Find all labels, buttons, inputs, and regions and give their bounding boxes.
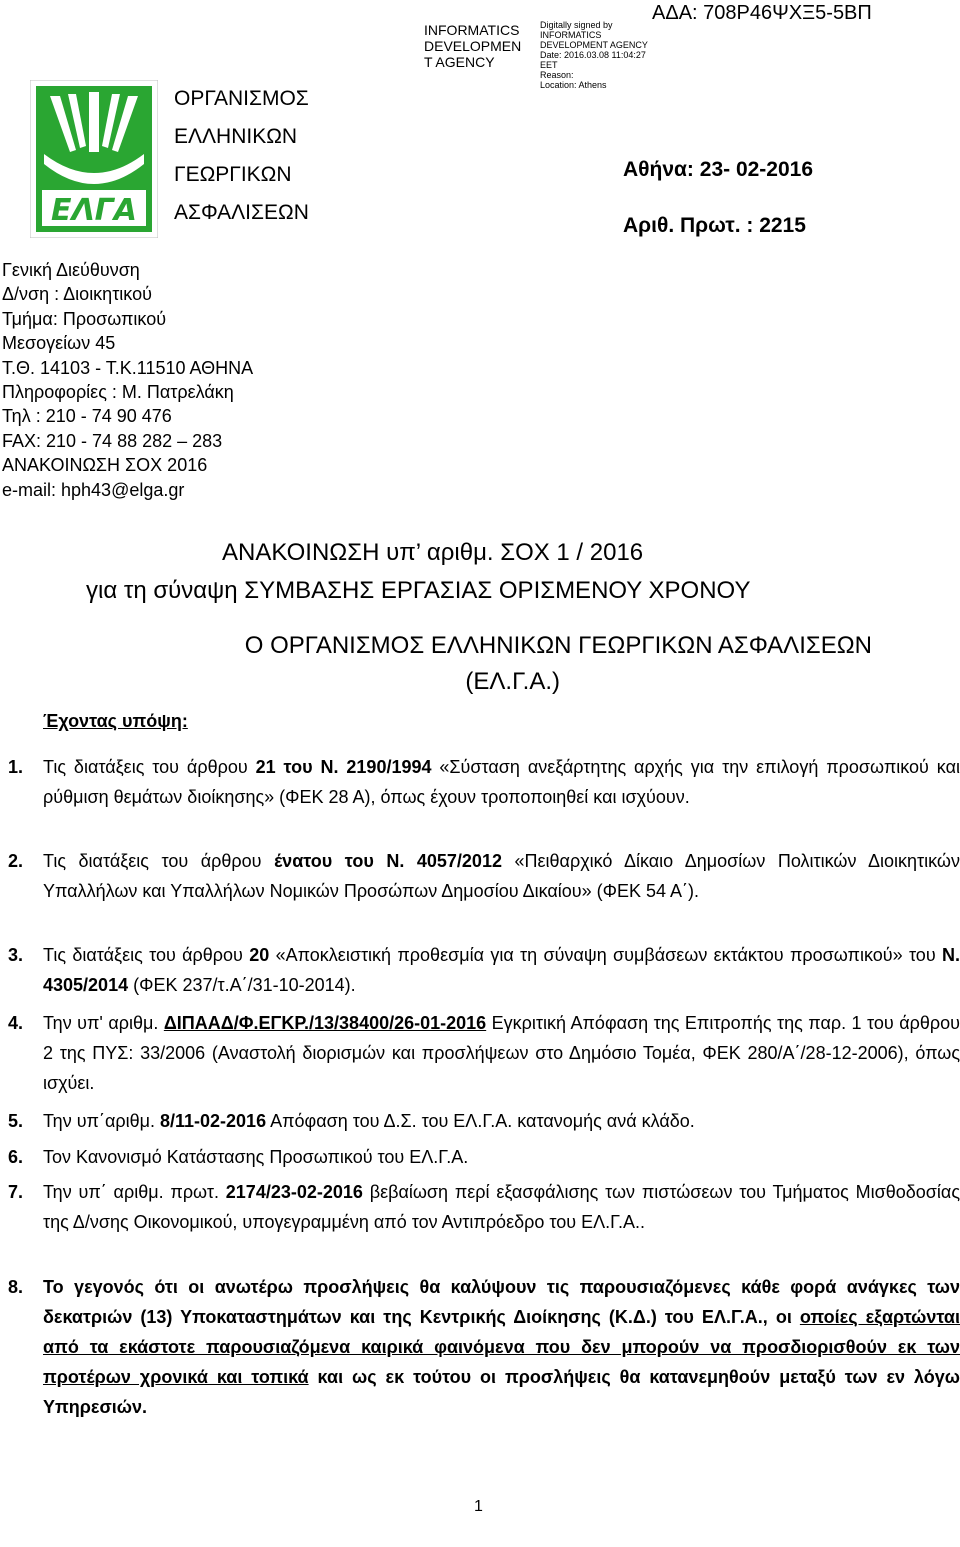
org-name [174,80,309,232]
page-number: 1 [474,1498,483,1515]
text-run: Την υπ΄αριθμ. [43,1111,160,1131]
text-run: Τις διατάξεις του άρθρου [43,851,275,871]
signer-line: T AGENCY [424,54,495,70]
item-text [43,1106,960,1136]
logo-wordmark: ΕΛΓΑ [50,193,138,228]
item-number: 7. [8,1182,24,1202]
consideration-item [8,1177,960,1237]
contact-email[interactable]: e-mail: hph43@elga.gr [2,479,185,500]
text-run: 2174/23-02-2016 [225,1182,363,1202]
item-number: 4. [8,1013,24,1033]
consideration-item [8,1142,960,1172]
organisation-heading [100,628,872,700]
consideration-item [8,846,960,906]
text-run: «Πειθαρχικό Δίκαιο Δημοσίων Πολιτικών Διοικητικών Υπαλλήλων και Υπαλλήλων Νομικών Προσώπων Δημοσίου Δικαίου» (ΦΕΚ 54 Α΄). [43,851,960,901]
item-number: 6. [8,1147,24,1167]
announcement-title: ΑΝΑΚΟΙΝΩΣΗ υπ’ αριθμ. ΣΟΧ 1 / 2016 [222,539,644,566]
contact-block [2,258,253,502]
consideration-item [8,940,960,1000]
text-run: Το γεγονός ότι οι ανωτέρω προσλήψεις θα καλύψουν τις παρουσιαζόμενες κάθε φορά ανάγκες των δεκατριών (13) Υποκαταστημάτων και της Κεντρικής Διοίκησης (Κ.Δ.) του ΕΛ.Γ.Α., οι [43,1277,960,1327]
text-run: Εγκριτική Απόφαση της Επιτροπής της παρ. 1 του άρθρου 2 της ΠΥΣ: 33/2006 (Αναστολή διορισμών και προσλήψεων στο Δημόσιο Τομέα, ΦΕΚ 280/Α΄/28-12-2006), όπως ισχύει. [43,1013,960,1093]
text-run: βεβαίωση περί εξασφάλισης των πιστώσεων του Τμήματος Μισθοδοσίας της Δ/νσης Οικονομικού, υπογεγραμμένη από τον Αντιπρόεδρο του ΕΛ.Γ.Α.. [43,1182,960,1232]
text-run: (ΦΕΚ 237/τ.Α΄/31-10-2014). [128,975,356,995]
contact-line: Πληροφορίες : Μ. Πατρελάκη [2,382,234,403]
item-text [43,752,960,812]
signer-line: DEVELOPMEN [424,38,522,54]
text-run: Τον Κανονισμό Κατάστασης Προσωπικού του ΕΛ.Γ.Α. [43,1147,469,1167]
contact-line: Τηλ : 210 - 74 90 476 [2,406,172,427]
item-number: 8. [8,1277,24,1297]
signature-line: Reason: [540,70,574,80]
organisation-full-name: Ο ΟΡΓΑΝΙΣΜΟΣ ΕΛΛΗΝΙΚΩΝ ΓΕΩΡΓΙΚΩΝ ΑΣΦΑΛΙΣΕΩΝ [244,632,872,659]
item-text [43,1177,960,1237]
consideration-item [8,752,960,812]
text-run: ΔΙΠΑΑΔ/Φ.ΕΓΚΡ./13/38400/26-01-2016 [163,1013,487,1033]
org-name-line: ΓΕΩΡΓΙΚΩΝ [174,163,292,186]
organisation-abbreviation: (ΕΛ.Γ.Α.) [465,668,560,695]
signer-line: INFORMATICS [424,22,520,38]
signature-line: Date: 2016.03.08 11:04:27 [540,50,646,60]
item-number: 5. [8,1111,24,1131]
consideration-item [8,1008,960,1098]
item-text [43,1272,960,1422]
item-text [43,1008,960,1098]
signer-name [424,22,521,70]
consideration-item [8,1106,960,1136]
text-run: Τις διατάξεις του άρθρου [43,945,250,965]
protocol-number: Αριθ. Πρωτ. : 2215 [623,214,806,237]
text-run: οποίες εξαρτώνται από τα εκάστοτε παρουσιαζόμενα καιρικά φαινόμενα που δεν μπορούν να προσδιορισθούν εκ των προτέρων χρονικά και τοπικά [43,1307,960,1387]
text-run: «Αποκλειστική προθεσμία για τη σύναψη συμβάσεων εκτάκτου προσωπικού» του [269,945,942,965]
signature-line: DEVELOPMENT AGENCY [540,40,648,50]
considering-heading: Έχοντας υπόψη: [43,711,188,731]
digital-signature-details [540,20,648,90]
text-run: Την υπ' αριθμ. [43,1013,164,1033]
signature-line: Location: Athens [540,80,607,90]
text-run: 20 [249,945,270,965]
contact-line: Γενική Διεύθυνση [2,260,140,280]
item-text [43,940,960,1000]
org-name-line: ΟΡΓΑΝΙΣΜΟΣ [174,87,309,110]
elga-logo-icon [30,80,158,238]
org-name-line: ΑΣΦΑΛΙΣΕΩΝ [174,201,309,224]
org-name-line: ΕΛΛΗΝΙΚΩΝ [174,125,298,148]
elga-logo [30,80,158,238]
item-number: 3. [8,945,24,965]
signature-line: EET [540,60,558,70]
document-date: Αθήνα: 23- 02-2016 [623,158,814,181]
text-run: και ως εκ τούτου οι προσλήψεις θα κατανεμηθούν μεταξύ των εν λόγω Υπηρεσιών. [43,1367,960,1417]
contact-line: Τμήμα: Προσωπικού [2,308,167,329]
text-run: 21 του Ν. 2190/1994 [255,757,432,777]
consideration-item [8,1272,960,1422]
contact-line: ΑΝΑΚΟΙΝΩΣΗ ΣΟΧ 2016 [2,455,208,476]
text-run: Ν. 4305/2014 [43,945,960,995]
text-run: «Σύσταση ανεξάρτητης αρχής για την επιλογή προσωπικού και ρύθμιση θεμάτων διοίκησης» (ΦΕΚ 28 Α), όπως έχουν τροποποιηθεί και ισχύουν. [43,757,960,807]
item-number: 2. [8,851,24,871]
text-run: ένατου του Ν. 4057/2012 [274,851,502,871]
ada-label: ΑΔΑ: 708Ρ46ΨΧΞ5-5ΒΠ [652,2,872,24]
item-text [43,1142,960,1172]
contact-line: Μεσογείων 45 [2,333,116,354]
signature-line: Digitally signed by [540,20,613,30]
text-run: Απόφαση του Δ.Σ. του ΕΛ.Γ.Α. κατανομής ανά κλάδο. [266,1111,695,1131]
text-run: Τις διατάξεις του άρθρου [43,757,256,777]
text-run: Την υπ΄ αριθμ. πρωτ. [43,1182,226,1202]
announcement-subtitle: για τη σύναψη ΣΥΜΒΑΣΗΣ ΕΡΓΑΣΙΑΣ ΟΡΙΣΜΕΝΟΥ ΧΡΟΝΟΥ [86,577,751,604]
contact-line: Δ/νση : Διοικητικού [2,284,152,305]
signature-line: INFORMATICS [540,30,602,40]
contact-line: Τ.Θ. 14103 - Τ.Κ.11510 ΑΘΗΝΑ [2,357,254,378]
contact-line: FAX: 210 - 74 88 282 – 283 [2,430,223,451]
item-text [43,846,960,906]
item-number: 1. [8,757,24,777]
text-run: 8/11-02-2016 [159,1111,267,1131]
